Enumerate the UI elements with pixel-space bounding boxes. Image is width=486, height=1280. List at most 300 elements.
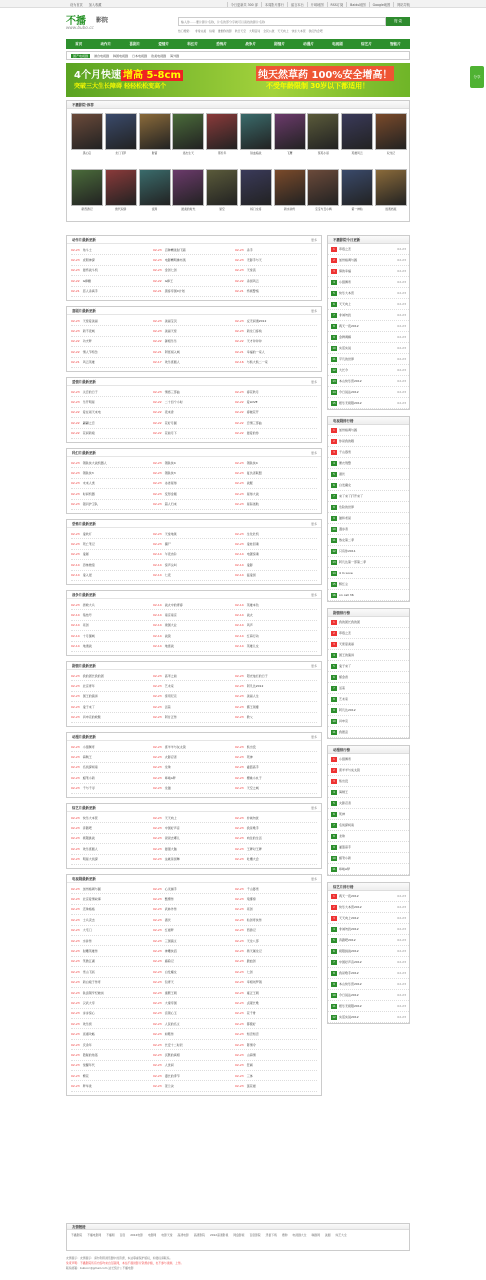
side-list-item[interactable] — [328, 694, 409, 705]
list-item[interactable] — [153, 623, 235, 627]
item-title[interactable]: 鬼屋 — [82, 552, 89, 557]
list-item[interactable] — [71, 400, 153, 404]
poster-item[interactable] — [341, 113, 373, 155]
item-title[interactable]: 名侦探柯南 — [82, 765, 98, 770]
item-title[interactable]: 火影忍者 — [164, 755, 177, 760]
list-item[interactable] — [71, 492, 153, 496]
list-item[interactable] — [235, 1084, 317, 1088]
item-title[interactable]: 二十四个小时 — [164, 400, 183, 405]
list-item[interactable] — [235, 623, 317, 627]
side-item-title[interactable]: 肖申克 — [339, 719, 349, 723]
hot-search-link[interactable]: 推倒你的影 — [217, 29, 232, 33]
list-item[interactable] — [235, 268, 317, 272]
list-item[interactable] — [235, 776, 317, 780]
hot-search-link[interactable]: 我们约会吧 — [308, 29, 323, 33]
item-title[interactable]: 我的团长我的团 — [82, 673, 104, 678]
item-title[interactable]: 恋情三部曲 — [246, 420, 262, 425]
list-item[interactable] — [71, 329, 153, 333]
side-list-item[interactable] — [328, 546, 409, 557]
poster-item[interactable] — [375, 113, 407, 155]
list-item[interactable] — [153, 634, 235, 638]
list-item[interactable] — [153, 674, 235, 678]
side-item-title[interactable]: on call 36 — [339, 593, 354, 597]
list-item[interactable] — [71, 339, 153, 343]
item-title[interactable]: 漫长的季节 — [164, 1073, 180, 1078]
item-title[interactable]: G棒糖 — [82, 278, 92, 283]
poster-item[interactable] — [139, 169, 171, 211]
item-title[interactable]: 沉默的真相 — [164, 1052, 180, 1057]
item-title[interactable]: 铁齿铜牙纪晓岚 — [82, 990, 104, 995]
item-title[interactable]: 千与千寻 — [82, 786, 95, 791]
topbar-link[interactable]: 本周影片排行 — [261, 2, 284, 7]
list-item[interactable] — [153, 563, 235, 567]
item-title[interactable]: 御姐乐乐 — [164, 339, 177, 344]
side-item-title[interactable]: 蜡笔小新 — [339, 856, 352, 860]
side-list-item[interactable] — [328, 913, 409, 924]
poster-image[interactable] — [206, 113, 238, 150]
side-item-title[interactable]: 实话实说 — [339, 346, 352, 350]
list-item[interactable] — [153, 776, 235, 780]
list-item[interactable] — [71, 755, 153, 759]
item-title[interactable]: 终极警察 — [246, 289, 259, 294]
list-item[interactable] — [71, 532, 153, 536]
list-item[interactable] — [71, 949, 153, 953]
list-item[interactable] — [153, 319, 235, 323]
poster-caption[interactable]: 星空 — [219, 207, 225, 211]
list-item[interactable] — [71, 421, 153, 425]
list-item[interactable] — [235, 360, 317, 364]
side-list-item[interactable] — [328, 672, 409, 683]
side-item-title[interactable]: 两天一夜2012 — [339, 324, 359, 328]
item-title[interactable]: 花千骨 — [246, 1011, 256, 1016]
item-title[interactable]: 仙剑奇侠传 — [246, 917, 262, 922]
side-list-item[interactable] — [328, 957, 409, 968]
list-item[interactable] — [153, 552, 235, 556]
side-list-item[interactable] — [328, 809, 409, 820]
item-title[interactable]: 雪山飞狐 — [82, 969, 95, 974]
side-item-title[interactable]: 灌篮高手 — [339, 845, 352, 849]
list-item[interactable] — [71, 563, 153, 567]
item-title[interactable]: 欢乐颂 — [82, 1021, 92, 1026]
side-item-title[interactable]: 喜羊羊与灰太狼 — [339, 768, 361, 772]
topbar-link[interactable]: 加入收藏 — [88, 3, 102, 7]
nav-item[interactable]: 战争片 — [245, 41, 256, 46]
item-title[interactable]: 小猪佩奇 — [82, 744, 95, 749]
item-title[interactable]: 千山暮雪 — [246, 886, 259, 891]
item-title[interactable]: 龙猫 — [164, 786, 171, 791]
list-item[interactable] — [71, 970, 153, 974]
side-list-item[interactable] — [328, 1012, 409, 1023]
item-title[interactable]: 春花秋月 — [246, 389, 259, 394]
side-item-title[interactable]: 我愿意 — [339, 730, 349, 734]
item-title[interactable]: 红楼梦 — [164, 928, 174, 933]
item-title[interactable]: 风云英雄 — [82, 360, 95, 365]
list-item[interactable] — [235, 786, 317, 790]
side-item-title[interactable]: 非诚勿扰2012 — [339, 927, 359, 931]
item-title[interactable]: 恐怖旅馆 — [82, 562, 95, 567]
item-title[interactable]: 银河护卫队 — [82, 502, 98, 507]
side-list-item[interactable] — [328, 447, 409, 458]
list-item[interactable] — [235, 573, 317, 577]
side-item-title[interactable]: 熟女第二季 — [339, 538, 355, 542]
list-item[interactable] — [235, 279, 317, 283]
list-item[interactable] — [235, 745, 317, 749]
item-title[interactable]: 生化危机 — [246, 531, 259, 536]
item-title[interactable]: 包青天 — [164, 980, 174, 985]
item-title[interactable]: 鬼入侵 — [82, 573, 92, 578]
item-title[interactable]: 星球大战 — [246, 491, 259, 496]
side-item-title[interactable]: 中国好声音2012 — [339, 960, 362, 964]
poster-caption[interactable]: 杨门女将 — [250, 207, 262, 211]
list-item[interactable] — [71, 613, 153, 617]
item-title[interactable]: 最爱的你 — [246, 431, 259, 436]
list-item[interactable] — [71, 786, 153, 790]
list-item[interactable] — [235, 492, 317, 496]
list-item[interactable] — [71, 248, 153, 252]
list-item[interactable] — [71, 279, 153, 283]
list-item[interactable] — [153, 481, 235, 485]
list-item[interactable] — [71, 360, 153, 364]
list-item[interactable] — [153, 765, 235, 769]
item-title[interactable]: 北京青年 — [82, 684, 95, 689]
item-title[interactable]: 新龙门客栈 — [246, 329, 262, 334]
item-title[interactable]: 恶人杀真手 — [82, 289, 98, 294]
list-item[interactable] — [235, 542, 317, 546]
side-item-title[interactable]: 大长今 — [339, 368, 349, 372]
item-title[interactable]: 梦华录 — [82, 1084, 92, 1089]
list-item[interactable] — [235, 949, 317, 953]
list-item[interactable] — [153, 897, 235, 901]
side-item-title[interactable]: 实话实说2012 — [339, 1015, 359, 1019]
list-item[interactable] — [153, 1011, 235, 1015]
item-title[interactable]: 爸爸去哪儿 — [164, 836, 180, 841]
side-list-item[interactable] — [328, 902, 409, 913]
item-title[interactable]: 白发魔女 — [164, 969, 177, 974]
item-title[interactable]: 冰冻星球 — [164, 481, 177, 486]
list-item[interactable] — [153, 857, 235, 861]
item-title[interactable]: 死神 — [246, 755, 253, 760]
item-title[interactable]: 花好月圆 — [164, 420, 177, 425]
item-title[interactable]: 士兵突击 — [82, 917, 95, 922]
item-title[interactable]: 觉醒年代 — [82, 1063, 95, 1068]
poster-image[interactable] — [206, 169, 238, 206]
side-list-item[interactable] — [328, 820, 409, 831]
list-item[interactable] — [71, 776, 153, 780]
side-item-title[interactable]: 非诚勿扰 — [339, 313, 352, 317]
side-item-title[interactable]: 阿凡达第一部第二季 — [339, 560, 367, 564]
topbar-link[interactable]: 网站导航 — [393, 2, 410, 7]
side-list-item[interactable] — [328, 639, 409, 650]
item-title[interactable]: 天使爱美丽 — [82, 318, 98, 323]
side-item-title[interactable]: 本山快乐营2012 — [339, 379, 362, 383]
list-item[interactable] — [153, 248, 235, 252]
item-title[interactable]: 新不夜城 — [82, 329, 95, 334]
side-list-item[interactable] — [328, 502, 409, 513]
side-list-item[interactable] — [328, 332, 409, 343]
list-item[interactable] — [235, 421, 317, 425]
poster-image[interactable] — [341, 169, 373, 206]
list-item[interactable] — [153, 471, 235, 475]
item-title[interactable]: 猛鬼街 — [246, 573, 256, 578]
friend-link[interactable]: 2012电影 — [130, 1233, 143, 1237]
item-title[interactable]: 情感三部曲 — [164, 389, 180, 394]
side-item-title[interactable]: 醉红尘 — [339, 582, 349, 586]
list-item[interactable] — [71, 897, 153, 901]
side-list-item[interactable] — [328, 491, 409, 502]
nav-item[interactable]: 动漫片 — [303, 41, 314, 46]
side-list-item[interactable] — [328, 924, 409, 935]
side-item-title[interactable]: 加州格调与圆 — [339, 428, 358, 432]
poster-item[interactable] — [240, 169, 272, 211]
item-title[interactable]: 星际迷航 — [246, 502, 259, 507]
list-item[interactable] — [235, 836, 317, 840]
list-item[interactable] — [153, 939, 235, 943]
list-item[interactable] — [235, 1001, 317, 1005]
list-item[interactable] — [235, 532, 317, 536]
list-item[interactable] — [235, 461, 317, 465]
poster-image[interactable] — [105, 113, 137, 150]
item-title[interactable]: 隐秘的角落 — [82, 1052, 98, 1057]
list-item[interactable] — [153, 360, 235, 364]
side-item-title[interactable]: 漫步者 — [339, 527, 349, 531]
side-list-item[interactable] — [328, 480, 409, 491]
side-list-item[interactable] — [328, 683, 409, 694]
topbar-link[interactable]: 留言本台 — [287, 2, 304, 7]
nav-item[interactable]: 恐怖片 — [216, 41, 228, 46]
list-item[interactable] — [71, 350, 153, 354]
list-item[interactable] — [153, 258, 235, 262]
item-title[interactable]: 僵尸 — [164, 542, 171, 547]
item-title[interactable]: 美丽宝贝 — [164, 318, 177, 323]
poster-image[interactable] — [172, 169, 204, 206]
poster-caption[interactable]: 飞鹰 — [286, 151, 293, 155]
side-list-item[interactable] — [328, 343, 409, 354]
item-title[interactable]: 情人节特急 — [82, 349, 98, 354]
list-item[interactable] — [71, 481, 153, 485]
list-item[interactable] — [153, 289, 235, 293]
side-item-title[interactable]: 奔跑吧2012 — [339, 938, 356, 942]
more-link[interactable]: 更多 — [310, 593, 317, 597]
item-title[interactable]: 奔跑吧 — [82, 826, 92, 831]
friend-link[interactable]: 电影天堂 — [161, 1233, 173, 1237]
poster-image[interactable] — [307, 113, 339, 150]
friend-link[interactable]: 电影网 — [147, 1233, 157, 1237]
side-list-item[interactable] — [328, 590, 409, 601]
nav-item[interactable]: 剧情片 — [274, 41, 285, 46]
item-title[interactable]: 鬼娃回魂 — [246, 542, 259, 547]
side-item-title[interactable]: 极限挑战2012 — [339, 949, 359, 953]
more-link[interactable]: 更多 — [310, 309, 317, 313]
side-list-item[interactable] — [328, 891, 409, 902]
list-item[interactable] — [71, 573, 153, 577]
list-item[interactable] — [235, 431, 317, 435]
item-title[interactable]: 时间机器 — [82, 491, 95, 496]
list-item[interactable] — [71, 1063, 153, 1067]
side-list-item[interactable] — [328, 617, 409, 628]
list-item[interactable] — [153, 826, 235, 830]
item-title[interactable]: 拯救大兵 — [82, 602, 95, 607]
poster-caption[interactable]: 新西游记 — [81, 207, 93, 211]
subnav-item[interactable]: 欧美电视剧 — [151, 53, 167, 58]
item-title[interactable]: 阳光灿烂的日子 — [246, 673, 268, 678]
poster-caption[interactable]: 新水浒传 — [283, 207, 296, 211]
poster-item[interactable] — [206, 169, 238, 211]
list-item[interactable] — [153, 918, 235, 922]
side-list-item[interactable] — [328, 398, 409, 409]
item-title[interactable]: 国王的演讲 — [82, 694, 98, 699]
item-title[interactable]: 三体 — [246, 1073, 253, 1078]
list-item[interactable] — [71, 674, 153, 678]
friend-link[interactable]: 综艺大全 — [335, 1233, 347, 1237]
item-title[interactable]: 笑傲江湖 — [82, 959, 95, 964]
list-item[interactable] — [71, 959, 153, 963]
list-item[interactable] — [235, 1043, 317, 1047]
side-item-title[interactable]: 草莓之恋 — [339, 631, 352, 635]
friend-link[interactable]: 网盘影视 — [233, 1233, 245, 1237]
subnav-item[interactable]: 韩国电视剧 — [113, 53, 129, 58]
list-item[interactable] — [71, 289, 153, 293]
list-item[interactable] — [153, 755, 235, 759]
item-title[interactable]: 无影手与天 — [246, 258, 262, 263]
side-item-title[interactable]: 天天向上 — [339, 302, 352, 306]
item-title[interactable]: 贞观长歌 — [246, 1000, 259, 1005]
item-title[interactable]: 延禧攻略 — [82, 1032, 95, 1037]
list-item[interactable] — [235, 258, 317, 262]
topbar-link[interactable]: 设为首页 — [70, 3, 83, 7]
item-title[interactable]: 三国演义 — [164, 938, 177, 943]
item-title[interactable]: 射雕英雄传 — [82, 949, 98, 954]
list-item[interactable] — [153, 644, 235, 648]
list-item[interactable] — [71, 1032, 153, 1036]
poster-item[interactable] — [341, 169, 373, 211]
list-item[interactable] — [71, 1001, 153, 1005]
item-title[interactable]: 大秦帝国 — [164, 1000, 177, 1005]
poster-caption[interactable]: 蔡英小哥 — [317, 151, 329, 155]
item-title[interactable]: 龙珠 — [164, 765, 171, 770]
list-item[interactable] — [235, 410, 317, 414]
side-item-title[interactable]: 来了来了打开来了 — [339, 494, 364, 498]
item-title[interactable]: 宰相刘罗锅 — [246, 980, 262, 985]
poster-item[interactable] — [206, 113, 238, 155]
side-list-item[interactable] — [328, 842, 409, 853]
list-item[interactable] — [153, 502, 235, 506]
side-item-title[interactable]: 4 In Love — [339, 571, 353, 575]
item-title[interactable]: 欢乐喜剧人 — [82, 846, 98, 851]
item-title[interactable]: 陈情令 — [246, 1042, 256, 1047]
nav-item[interactable]: 喜剧片 — [129, 41, 141, 46]
side-item-title[interactable]: 天使爱美丽 — [339, 642, 355, 646]
item-title[interactable]: 未来人类 — [82, 481, 95, 486]
list-item[interactable] — [71, 928, 153, 932]
list-item[interactable] — [235, 907, 317, 911]
item-title[interactable]: 天才冲冲冲 — [246, 339, 262, 344]
item-title[interactable]: 美丽人生 — [246, 694, 259, 699]
item-title[interactable]: 西游记 — [246, 928, 256, 933]
item-title[interactable]: 战火中的青春 — [164, 602, 183, 607]
item-title[interactable]: 电影精明佛布琉 — [164, 258, 186, 263]
list-item[interactable] — [71, 552, 153, 556]
item-title[interactable]: 王牌对王牌 — [246, 846, 262, 851]
item-title[interactable]: 花前月下 — [164, 431, 177, 436]
item-title[interactable]: 变形金刚 — [164, 491, 177, 496]
item-title[interactable]: 花间新娘 — [82, 431, 95, 436]
list-item[interactable] — [235, 674, 317, 678]
poster-caption[interactable]: 迷离档案 — [385, 207, 397, 211]
nav-item[interactable]: 爱情片 — [158, 41, 170, 46]
side-item-title[interactable]: 火影忍者 — [339, 801, 352, 805]
list-item[interactable] — [71, 410, 153, 414]
item-title[interactable]: 艺术家 — [164, 684, 174, 689]
list-item[interactable] — [153, 1043, 235, 1047]
list-item[interactable] — [235, 765, 317, 769]
item-title[interactable]: 吐槽大会 — [246, 857, 259, 862]
list-item[interactable] — [235, 826, 317, 830]
side-list-item[interactable] — [328, 650, 409, 661]
list-item[interactable] — [153, 786, 235, 790]
item-title[interactable]: 还珠格格 — [82, 907, 95, 912]
side-item-title[interactable]: 天天向上2012 — [339, 916, 359, 920]
side-item-title[interactable]: 海贼王 — [339, 790, 349, 794]
hot-search-link[interactable]: 非常完美 — [195, 29, 207, 33]
side-list-item[interactable] — [328, 628, 409, 639]
item-title[interactable]: 爱在雨天来电 — [82, 410, 101, 415]
item-title[interactable]: 鬼子来了 — [82, 704, 95, 709]
list-item[interactable] — [153, 1022, 235, 1026]
item-title[interactable]: 建国大业 — [164, 623, 177, 628]
list-item[interactable] — [153, 949, 235, 953]
list-item[interactable] — [153, 350, 235, 354]
list-item[interactable] — [235, 1011, 317, 1015]
topbar-link[interactable]: RSS订阅 — [327, 2, 344, 7]
side-item-title[interactable]: 死神 — [339, 812, 346, 816]
item-title[interactable]: 明星大侦探 — [82, 857, 98, 862]
friend-link[interactable]: 百度影院 — [249, 1233, 261, 1237]
side-list-item[interactable] — [328, 535, 409, 546]
list-item[interactable] — [235, 715, 317, 719]
list-item[interactable] — [71, 907, 153, 911]
side-item-title[interactable]: 今日说法2012 — [339, 390, 359, 394]
poster-caption[interactable]: 逃出生天 — [182, 151, 194, 155]
list-item[interactable] — [71, 258, 153, 262]
side-item-title[interactable]: 两天一夜2012 — [339, 894, 359, 898]
item-title[interactable]: 英雄儿女 — [246, 644, 259, 649]
poster-caption[interactable]: 宝宝与丑小鸭 — [314, 207, 332, 211]
topbar-link[interactable]: 今日更新共 300 部 — [227, 2, 258, 7]
side-list-item[interactable] — [328, 376, 409, 387]
more-link[interactable]: 更多 — [310, 522, 317, 526]
list-item[interactable] — [235, 644, 317, 648]
list-item[interactable] — [153, 694, 235, 698]
item-title[interactable]: 超人归来 — [164, 502, 177, 507]
subnav-item[interactable]: 国产电视剧 — [73, 53, 89, 58]
side-item-title[interactable]: 危险的世界 — [339, 505, 355, 509]
item-title[interactable]: 黑客帝国X计划 — [164, 289, 185, 294]
list-item[interactable] — [235, 755, 317, 759]
side-list-item[interactable] — [328, 244, 409, 255]
poster-item[interactable] — [172, 113, 204, 155]
item-title[interactable]: 爱LOVE — [246, 400, 258, 405]
poster-item[interactable] — [71, 113, 103, 155]
list-item[interactable] — [153, 836, 235, 840]
item-title[interactable]: 步步惊心 — [82, 1011, 95, 1016]
item-title[interactable]: 这就是街舞 — [164, 857, 180, 862]
item-title[interactable]: 霸王别姬 — [246, 704, 259, 709]
list-item[interactable] — [153, 1063, 235, 1067]
side-item-title[interactable]: 只有你2011 — [339, 549, 356, 553]
subnav-item[interactable]: 日本电视剧 — [132, 53, 148, 58]
list-item[interactable] — [153, 1053, 235, 1057]
list-item[interactable] — [71, 603, 153, 607]
